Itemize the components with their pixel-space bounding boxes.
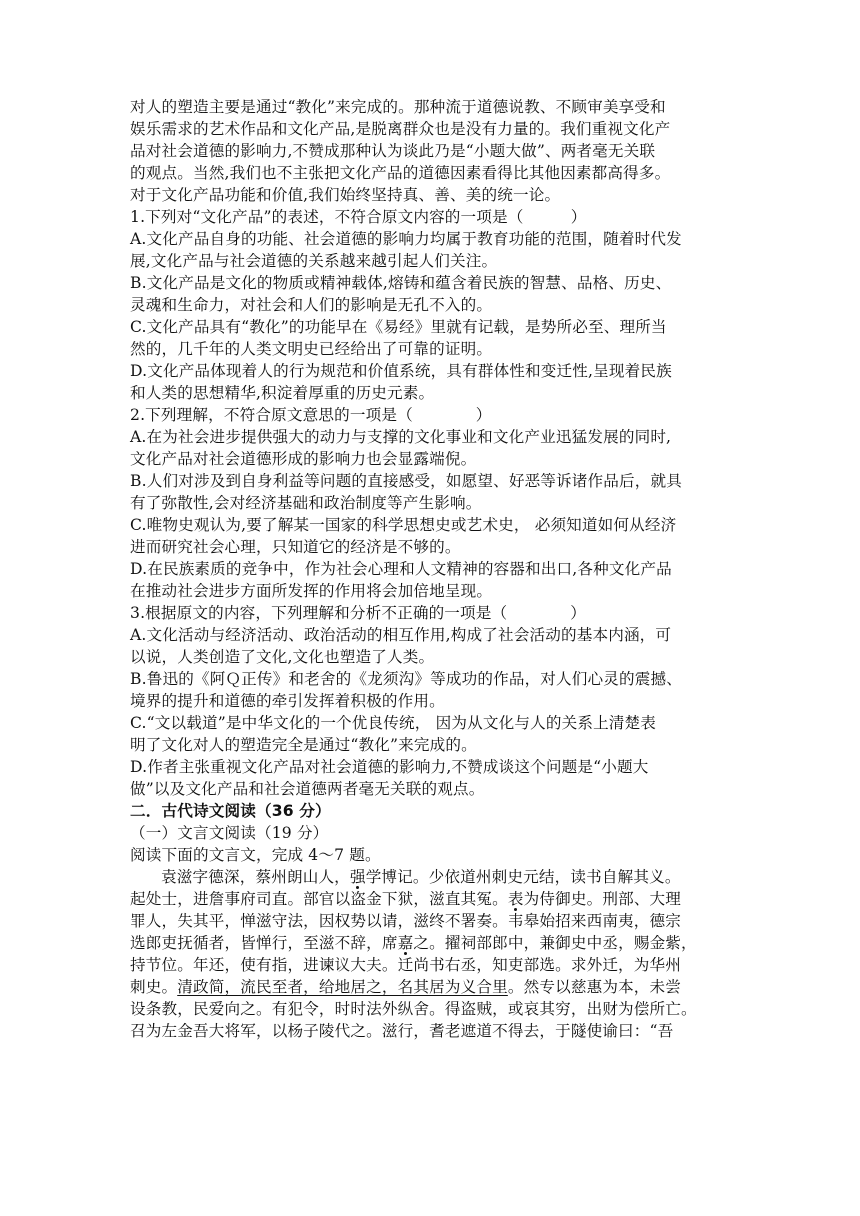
question-3 <box>130 602 735 800</box>
emphasized-char: 表 <box>507 890 524 908</box>
subsection-heading: （一）文言文阅读（19 分） <box>130 824 329 842</box>
section-heading: 二．古代诗文阅读（36 分） <box>130 802 331 820</box>
option-a-line: 以说，人类创造了文化,文化也塑造了人类。 <box>130 648 435 666</box>
option-c-line: 明了文化对人的塑造完全是通过“教化”来完成的。 <box>130 736 477 754</box>
passage-line: 刺史。清政简，流民至者，给地居之，名其居为义合里。然专以慈惠为本，未尝 <box>130 978 682 996</box>
text-line: 娱乐需求的艺术作品和文化产品,是脱离群众也是没有力量的。我们重视文化产 <box>130 120 671 138</box>
option-a-line: A.文化活动与经济活动、政治活动的相互作用,构成了社会活动的基本内涵，可 <box>130 626 672 644</box>
option-d-line: 做”以及文化产品和社会道德两者毫无关联的观点。 <box>130 780 485 798</box>
option-b-line: B.人们对涉及到自身利益等问题的直接感受，如愿望、好恶等诉诸作品后，就具 <box>130 472 683 490</box>
option-a-line: 展,文化产品与社会道德的关系越来越引起人们关注。 <box>130 252 498 270</box>
passage-end <box>130 96 735 206</box>
option-c-line: C.“文以载道”是中华文化的一个优良传统， 因为从文化与人的关系上清楚表 <box>130 714 657 732</box>
option-b-line: 灵魂和生命力，对社会和人们的影响是无孔不入的。 <box>130 296 493 314</box>
passage-line: 选郎吏抚循者，皆惮行，至滋不辞，席嘉之。擢祠部郎中，兼御史中丞，赐金紫， <box>130 934 697 952</box>
classical-passage <box>130 866 735 1042</box>
question-1 <box>130 206 735 404</box>
passage-line: 起处士，进詹事府司直。部官以盗金下狱，滋直其冤。表为侍御史。刑部、大理 <box>130 890 682 908</box>
emphasized-char: 嘉 <box>397 934 414 952</box>
question-2 <box>130 404 735 602</box>
option-b-line: 境界的提升和道德的牵引发挥着积极的作用。 <box>130 692 445 710</box>
option-d-line: D.作者主张重视文化产品对社会道德的影响力,不赞成谈这个问题是“小题大 <box>130 758 649 776</box>
text-line: 的观点。当然,我们也不主张把文化产品的道德因素看得比其他因素都高得多。 <box>130 164 671 182</box>
option-d-line: 和人类的思想精华,积淀着厚重的历史元素。 <box>130 384 435 402</box>
passage-line: 召为左金吾大将军，以杨子陵代之。滋行，耆老遮道不得去，于隧使谕曰：“吾 <box>130 1022 674 1040</box>
passage-line: 设条教，民爱向之。有犯令，时时法外纵舍。得盗贼，或哀其穷，出财为偿所亡。 <box>130 1000 697 1018</box>
text-line: 品对社会道德的影响力,不赞成那种认为谈此乃是“小题大做”、两者毫无关联 <box>130 142 656 160</box>
option-d-line: D.在民族素质的竞争中，作为社会心理和人文精神的容器和出口,各种文化产品 <box>130 560 672 578</box>
reading-instruction: 阅读下面的文言文，完成 4～7 题。 <box>130 846 381 864</box>
option-b-line: B.文化产品是文化的物质或精神载体,熔铸和蕴含着民族的智慧、品格、历史、 <box>130 274 672 292</box>
text-line: 对于文化产品功能和价值,我们始终坚持真、善、美的统一论。 <box>130 186 561 204</box>
question-stem: 1.下列对“文化产品”的表述，不符合原文内容的一项是（ ） <box>130 208 587 226</box>
option-a-line: A.在为社会进步提供强大的动力与支撑的文化事业和文化产业迅猛发展的同时, <box>130 428 672 446</box>
option-d-line: 在推动社会进步方面所发挥的作用将会加倍地呈现。 <box>130 582 493 600</box>
option-c-line: C.唯物史观认为,要了解某一国家的科学思想史或艺术史， 必须知道如何从经济 <box>130 516 677 534</box>
option-c-line: 进而研究社会心理，只知道它的经济是不够的。 <box>130 538 461 556</box>
passage-line: 持节位。年还，使有指，进谏议大夫。迁尚书右丞，知吏部选。求外迁，为华州 <box>130 956 682 974</box>
passage-line: 袁滋字德深，蔡州朗山人，强学博记。少依道州刺史元结，读书自解其义。 <box>161 868 681 886</box>
question-stem: 3.根据原文的内容，下列理解和分析不正确的一项是（ ） <box>130 604 587 622</box>
document-page <box>130 96 735 1042</box>
option-a-line: 文化产品对社会道德形成的影响力也会显露端倪。 <box>130 450 477 468</box>
option-a-line: A.文化产品自身的功能、社会道德的影响力均属于教育功能的范围，随着时代发 <box>130 230 682 248</box>
option-d-line: D.文化产品体现着人的行为规范和价值系统，具有群体性和变迁性,呈现着民族 <box>130 362 672 380</box>
underlined-sentence: 清政简，流民至者，给地居之，名其居为义合里 <box>177 978 508 996</box>
emphasized-char: 强 <box>349 868 366 886</box>
option-c-line: 然的，几千年的人类文明史已经给出了可靠的证明。 <box>130 340 493 358</box>
question-stem: 2.下列理解，不符合原文意思的一项是（ ） <box>130 406 492 424</box>
passage-line: 罪人，失其平，惮滋守法，因权势以请，滋终不署奏。韦皋始招来西南夷，德宗 <box>130 912 682 930</box>
option-c-line: C.文化产品具有“教化”的功能早在《易经》里就有记载，是势所必至、理所当 <box>130 318 667 336</box>
option-b-line: B.鲁迅的《阿Ｑ正传》和老舍的《龙须沟》等成功的作品，对人们心灵的震撼、 <box>130 670 683 688</box>
text-line: 对人的塑造主要是通过“教化”来完成的。那种流于道德说教、不顾审美享受和 <box>130 98 666 116</box>
option-b-line: 有了弥散性,会对经济基础和政治制度等产生影响。 <box>130 494 482 512</box>
